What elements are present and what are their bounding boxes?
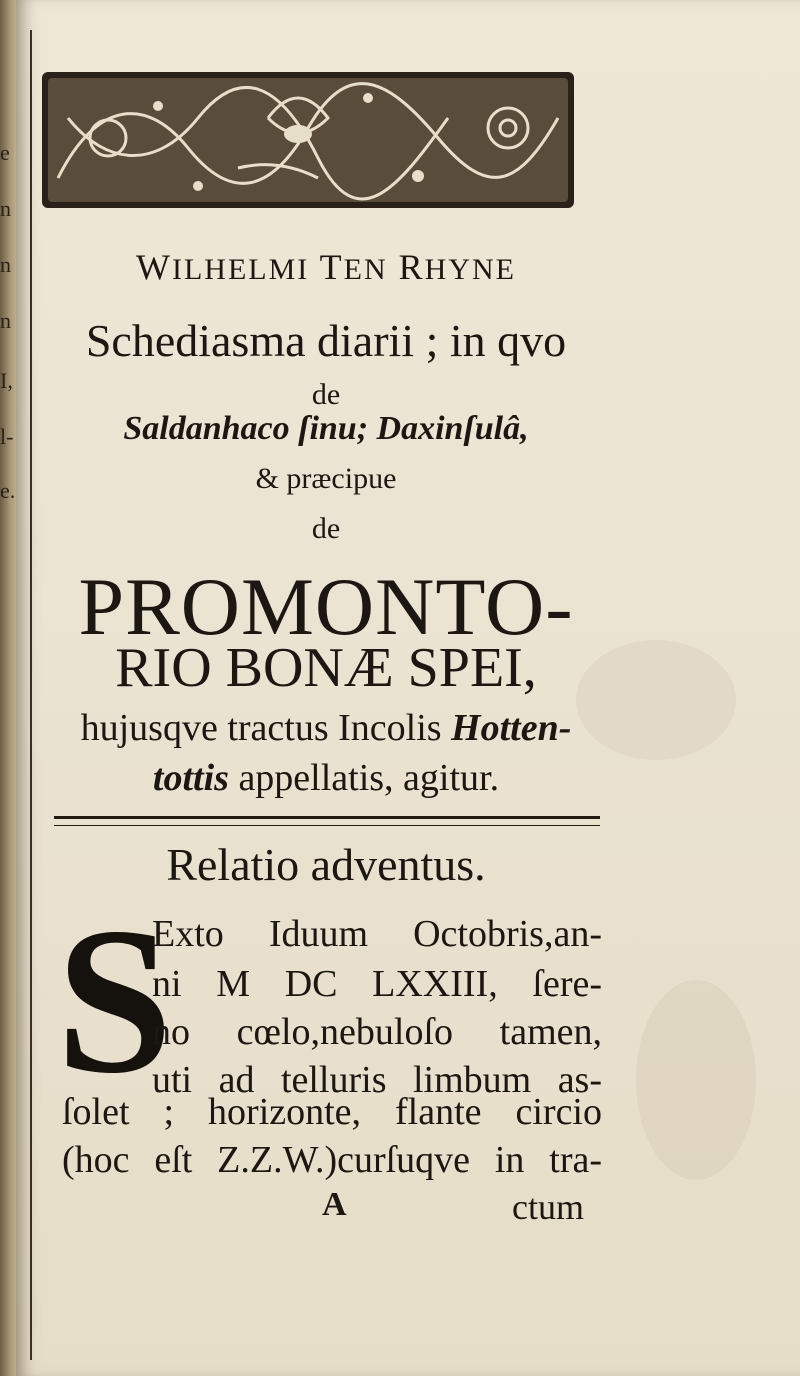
title-main-line: RIO BONÆ SPEI, (115, 637, 537, 699)
author-name: WILHELMI TEN RHYNE (136, 247, 516, 287)
book-page (16, 0, 800, 1376)
margin-fragment: n (0, 196, 11, 221)
margin-fragment: l- (0, 424, 14, 449)
horizontal-rule (54, 816, 600, 826)
body-text-line: (hoc eſt Z.Z.W.)curſuqve in tra- (62, 1139, 602, 1181)
gutter-shadow (30, 30, 32, 1360)
margin-fragment: n (0, 252, 11, 277)
body-text-line: ni M DC LXXIII, ſere- (152, 963, 602, 1005)
catchword: ctum (512, 1187, 584, 1227)
paper-stain (636, 980, 756, 1180)
title-line: de (311, 512, 341, 545)
body-text-line: ſolet ; horizonte, flante circio (62, 1091, 602, 1133)
title-line: de (311, 378, 341, 411)
margin-fragment: I, (0, 368, 13, 393)
margin-fragment: e. (0, 478, 16, 503)
signature-mark: A (322, 1186, 347, 1223)
section-heading: Relatio adventus. (166, 839, 486, 890)
title-line: Schediasma diarii ; in qvo (85, 315, 567, 366)
margin-fragment: e (0, 140, 10, 165)
title-line: tottis appellatis, agitur. (152, 757, 500, 799)
body-text-line: no cœlo,nebuloſo tamen, (152, 1011, 602, 1053)
margin-fragment: n (0, 308, 11, 333)
title-line-italic: Saldanhaco ſinu; Daxinſulâ, (123, 410, 529, 447)
drop-cap: S (56, 885, 173, 1117)
body-text-line: uti ad telluris limbum as- (152, 1059, 602, 1101)
title-line: & præcipue (255, 462, 397, 495)
woodcut-headpiece-ornament (38, 58, 578, 218)
title-main-line: PROMONTO- (78, 561, 574, 652)
body-text-line: Exto Iduum Octobris,an- (152, 913, 602, 955)
title-line: hujusqve tractus Incolis Hotten- (80, 707, 572, 749)
